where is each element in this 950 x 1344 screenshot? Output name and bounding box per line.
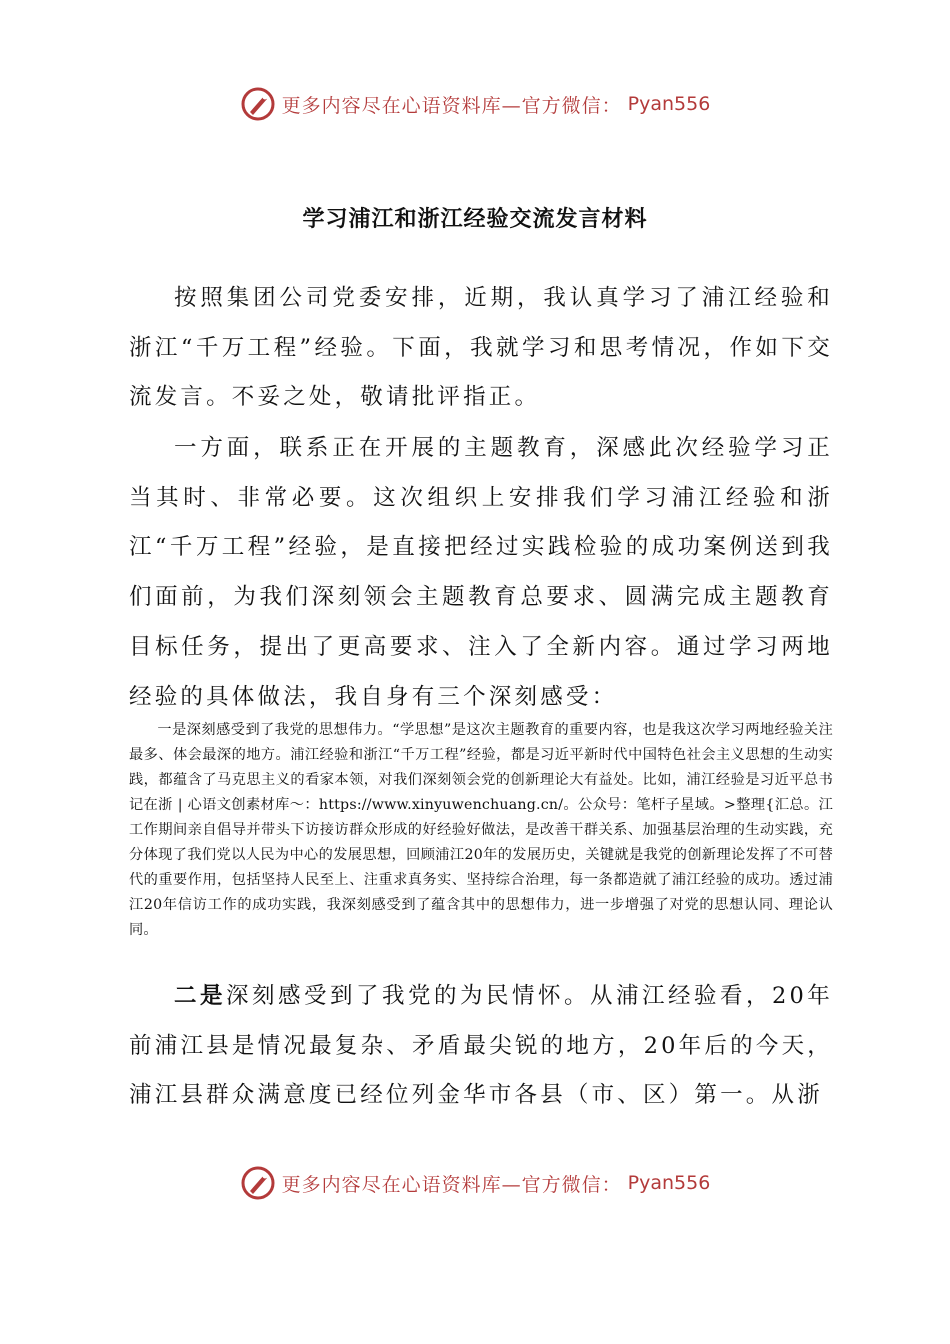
watermark-text: 更多内容尽在心语资料库—官方微信： [281,1173,622,1196]
paragraph-second-feeling [129,972,833,1121]
paragraph-one-aspect-text: 一方面，联系正在开展的主题教育，深感此次经验学习正当其时、非常必要。这次组织上安排我们学习浦江经验和浙江“千万工程”经验，是直接把经过实践检验的成功案例送到我们面前，为我们深刻领会主题教育总要求、圆满完成主题教育目标任务，提出了更高要求、注入了全新内容。通过学习两地经验的具体做法，我自身有三个深刻感受： [129,435,833,710]
paragraph-second-feeling-text [129,972,833,1121]
document-title: 学习浦江和浙江经验交流发言材料 [302,206,648,232]
pen-logo-icon [240,86,276,122]
watermark-banner-top [0,84,950,124]
paragraph-second-body: 深刻感受到了我党的为民情怀。从浦江经验看，20年前浦江县是情况最复杂、矛盾最尖锐的地方，20年后的今天，浦江县群众满意度已经位列金华市各县（市、区）第一。从浙 [129,983,833,1109]
paragraph-first-feeling-text: 一是深刻感受到了我党的思想伟力。“学思想”是这次主题教育的重要内容，也是我这次学习两地经验关注最多、体会最深的地方。浦江经验和浙江“千万工程”经验，都是习近平新时代中国特色社会主义思想的生动实践，都蕴含了马克思主义的看家本领，对我们深刻领会党的创新理论大有益处。比如，浦江经验是习近平总书记在浙 | 心语文创素材库～：https://www.xinyuwenchuang.cn/。公众号：笔杆子星域。>整理{汇总。江工作期间亲自倡导并带头下访接访群众形成的好经验好做法，是改善干群关系、加强基层治理的生动实践，充分体现了我们党以人民为中心的发展思想，回顾浦江20年的发展历史，关键就是我党的创新理论发挥了不可替代的重要作用，包括坚持人民至上、注重求真务实、坚持综合治理，每一条都造就了浦江经验的成功。透过浦江20年信访工作的成功实践，我深刻感受到了蕴含其中的思想伟力，进一步增强了对党的思想认同、理论认同。 [129,722,833,938]
watermark-wechat-id: Pyan556 [627,1172,711,1194]
paragraph-intro [129,274,833,423]
paragraph-intro-text: 按照集团公司党委安排，近期，我认真学习了浦江经验和浙江“千万工程”经验。下面，我就学习和思考情况，作如下交流发言。不妥之处，敬请批评指正。 [129,285,833,411]
watermark-wechat-id: Pyan556 [627,93,711,115]
paragraph-second-lead: 二是 [174,983,226,1009]
pen-logo-icon [240,1165,276,1201]
watermark-banner-bottom [0,1163,950,1203]
watermark-text: 更多内容尽在心语资料库—官方微信： [281,94,622,117]
paragraph-one-aspect [129,424,833,722]
paragraph-first-feeling [129,718,833,943]
